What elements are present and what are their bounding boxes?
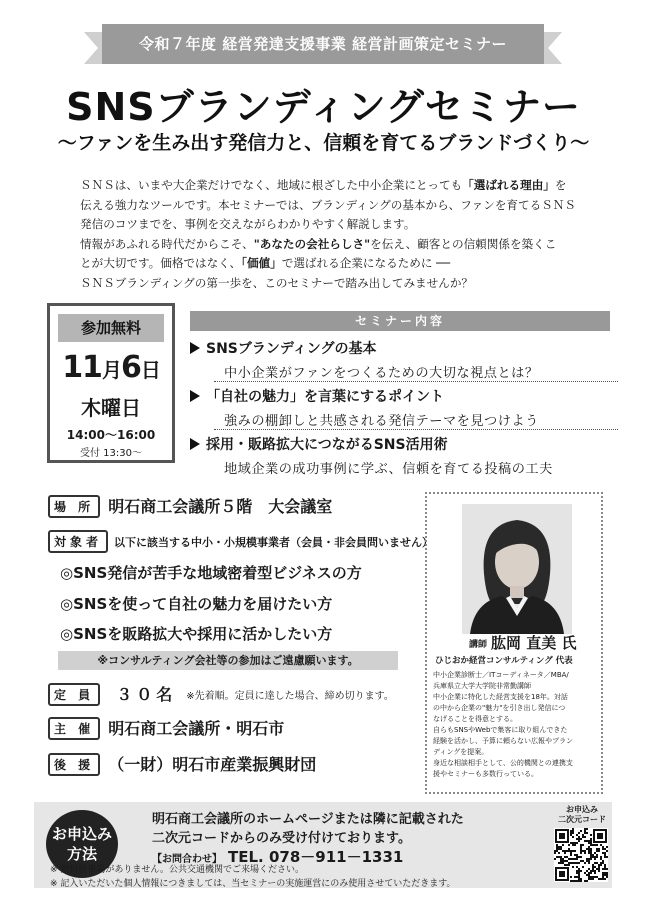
intro-text-span: とが大切です。価格ではなく、 [80,256,242,271]
target-value: 以下に該当する中小・小規模事業者（会員・非会員問いません） [114,536,434,549]
bio-line: ディングを提案。 [433,748,489,756]
intro-text-span: を伝え、顧客との信頼関係を築くこ [370,236,557,251]
free-admission-badge: 参加無料 [58,314,164,342]
lecturer-name: 肱岡 直美 氏 [491,634,577,652]
footer-note: ※ 記入いただいた個人情報につきましては、当セミナーの実施運営にのみ使用させていただきます。 [50,879,456,889]
seminar-topic [190,338,620,381]
bio-line: 兵庫県立大学大学院非常勤講師 [433,682,531,690]
bio-line: 身近な相談相手として、公的機関との連携支 [433,759,573,767]
event-month-unit: 月 [101,358,121,382]
apply-instruction: 二次元コードからのみ受け付けております。 [152,831,411,846]
qr-code-icon[interactable] [554,828,608,882]
event-date-box [47,303,175,463]
seminar-topic [190,386,620,429]
intro-line [80,254,600,274]
intro-text [80,176,600,294]
lecturer-role: 講師 [469,640,488,650]
intro-text-span: を [554,178,567,192]
venue-row [48,494,332,518]
seminar-topic [190,434,620,477]
apply-instruction: 明石商工会議所のホームページまたは隣に記載された [152,812,464,827]
contact-tel[interactable]: TEL. 078－911－1331 [228,848,404,866]
topic-description: 強みの棚卸しと共感される発信テーマを見つけよう [224,414,539,429]
bio-line: なげることを得意とする。 [433,715,517,723]
organizer-row [48,716,284,740]
lecturer-affiliation: ひじおか経営コンサルティング 代表 [435,656,573,666]
intro-line: 発信のコツまでを、事例を交えながらわかりやすく解説します。 [80,217,416,232]
topic-description: 中小企業がファンをつくるための大切な視点とは？ [224,366,539,381]
intro-emphasis: 「選ばれる理由」 [462,178,555,192]
intro-emphasis: 「価値」 [241,256,282,271]
apply-badge-line: 方法 [66,845,97,863]
lecturer-photo [462,504,572,634]
topic-title [190,434,620,454]
topic-description: 地域企業の成功事例に学ぶ、信頼を育てる投稿の工夫 [224,462,553,477]
support-label: 後 援 [48,753,100,776]
footer-note: ※ 無料駐車場がありません。公共交通機関でご来場ください。 [50,865,304,875]
qr-label-line: お申込み [566,805,598,814]
target-row [48,530,433,553]
topic-title [190,386,620,406]
support-value: （一財）明石市産業振興財団 [108,755,317,774]
event-reception: 受付 13:30〜 [80,448,142,459]
topic-title-text: 「自社の魅力」を言葉にするポイント [206,389,444,405]
organizer-label: 主 催 [48,717,100,740]
lecturer-bio [433,670,599,780]
topic-title-text: SNSブランディングの基本 [206,341,377,357]
intro-line [80,176,600,196]
capacity-label: 定 員 [48,683,100,706]
intro-text-span: ＳＮＳは、いまや大企業だけでなく、地域に根ざした中小企業にとっても [80,178,463,192]
event-day-unit: 日 [140,358,160,382]
bio-line: 自らもSNSやWebで集客に取り組んできた [433,726,568,734]
lecturer-card [425,492,603,794]
consultant-note: ※コンサルティング会社等の参加はご遠慮願います。 [58,651,398,670]
bio-line: 援やセミナーも多数行っている。 [433,770,538,778]
intro-emphasis: "あなたの会社らしさ" [253,236,371,251]
apply-badge-line: お申込み [51,825,112,843]
intro-line: 伝える強力なツールです。本セミナーでは、ブランディングの基本から、ファンを育てるＳＮＳ [80,197,576,212]
topic-title-text: 採用・販路拡大につながるSNS活用術 [206,437,448,453]
triangle-bullet-icon [190,342,200,354]
lecturer-portrait-icon [462,504,572,634]
triangle-bullet-icon [190,390,200,402]
bio-line: 中小企業に特化した経営支援を18年。対話 [433,693,568,701]
capacity-note: ※先着順。定員に達した場合、締め切ります。 [186,691,394,702]
seminar-content-header: セミナー内容 [190,311,610,331]
event-month: 11 [62,350,102,385]
capacity-row [48,682,394,706]
target-item: ◎SNSを使って自社の魅力を届けたい方 [60,595,333,613]
topic-title [190,338,620,358]
organizer-value: 明石商工会議所・明石市 [108,719,285,738]
venue-label: 場 所 [48,495,100,518]
page-subtitle: 〜ファンを生み出す発信力と、信頼を育てるブランドづくり〜 [57,132,590,154]
venue-value: 明石商工会議所５階 大会議室 [108,497,333,516]
qr-label [552,805,612,825]
topic-divider [214,429,618,430]
contact-label: 【お問合わせ】 [152,854,222,865]
target-item: ◎SNSを販路拡大や採用に活かしたい方 [60,625,333,643]
event-time: 14:00〜16:00 [66,428,156,442]
qr-label-line: 二次元コード [558,815,606,824]
target-item: ◎SNS発信が苦手な地域密着型ビジネスの方 [60,564,362,582]
ribbon-text: 令和７年度 経営発達支援事業 経営計画策定セミナー [139,35,507,53]
intro-text-span: 情報があふれる時代だからこそ、 [80,236,254,251]
header-ribbon [84,24,562,64]
intro-text-span: で選ばれる企業になるために ── [281,256,451,271]
bio-line: 中小企業診断士／ITコーディネータ／MBA/ [433,671,569,679]
bio-line: の中から企業の"魅力"を引き出し発信につ [433,704,566,712]
intro-line: ＳＮＳブランディングの第一歩を、このセミナーで踏み出してみませんか？ [80,275,474,290]
qr-code-graphic [554,828,608,882]
capacity-value: ３０名 [116,685,177,704]
event-weekday: 木曜日 [81,396,141,420]
bio-line: 経験を活かし、予算に頼らない広報やブラン [433,737,573,745]
topic-divider [214,381,618,382]
page-title: SNSブランディングセミナー [66,85,581,129]
target-label: 対象者 [48,530,108,553]
support-row [48,752,316,776]
intro-line [80,235,600,255]
event-date [50,350,172,385]
event-day: 6 [120,350,141,385]
triangle-bullet-icon [190,438,200,450]
